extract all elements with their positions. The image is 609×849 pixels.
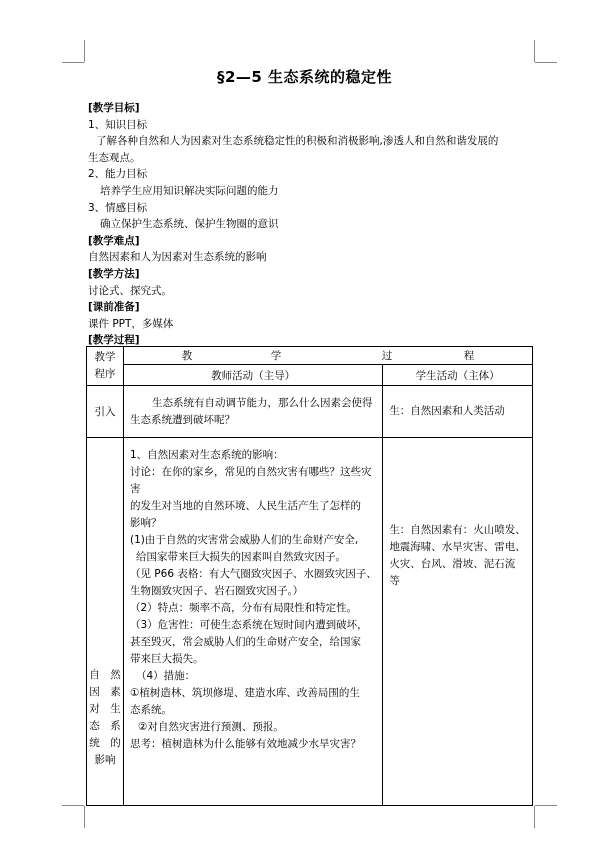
method-heading: [教学方法] (88, 267, 140, 280)
main-teacher-line: 思考：植树造林为什么能够有效地减少水旱灾害？ (129, 738, 361, 750)
main-teacher-line: 甚至毁灭，常会威胁人们的生命财产安全，给国家 (129, 636, 361, 648)
main-teacher-line: （4）措施： (135, 670, 196, 682)
knowledge-heading: 1、知识目标 (88, 118, 148, 131)
main-teacher-line: 带来巨大损失。 (129, 653, 204, 665)
process-word-1: 教 (181, 350, 193, 362)
process-word-2: 学 (270, 350, 282, 362)
process-word-4: 程 (463, 350, 475, 362)
main-teacher-line: 态系统。 (129, 704, 172, 716)
main-label-line: 对 生 (89, 703, 121, 715)
difficulty-heading: [教学难点] (88, 234, 140, 247)
process-word-3: 过 (381, 350, 393, 362)
crop-mark-bottom-right-v (534, 806, 535, 828)
main-label-line: 因 素 (89, 686, 121, 698)
main-teacher-line: 给国家带来巨大损失的因素叫自然致灾因子。 (135, 551, 346, 563)
crop-mark-top-right-v (534, 40, 535, 62)
main-teacher-line: 的发生对当地的自然环境、人民生活产生了怎样的 (129, 500, 361, 512)
lesson-plan-body (88, 100, 538, 349)
main-teacher-line: 1、自然因素对生态系统的影响： (129, 449, 284, 461)
main-teacher-line: （2）特点：频率不高，分布有局限性和特定性。 (129, 602, 358, 614)
main-student-cell (383, 438, 533, 806)
main-student-line: 地震海啸、水旱灾害、雷电、 (389, 541, 526, 553)
intro-label: 引入 (87, 386, 124, 438)
intro-teacher-cell (123, 386, 382, 438)
emotion-text: 确立保护生态系统、保护生物圈的意识 (100, 218, 279, 231)
main-teacher-line: （3）危害性：可使生态系统在短时间内遭到破坏， (129, 619, 368, 631)
main-label-cell (87, 438, 124, 806)
crop-mark-bottom-left-v (84, 806, 85, 828)
student-activity-header: 学生活动（主体） (383, 365, 533, 386)
main-teacher-line: 影响？ (129, 517, 162, 529)
main-student-line: 火灾、台风、滑坡、泥石流 (389, 558, 516, 570)
crop-mark-bottom-right-h (535, 805, 557, 806)
main-teacher-line: (1)由于自然的灾害常会威胁人们的生命财产安全, (129, 534, 359, 546)
knowledge-text-line-2: 生态观点。 (88, 151, 141, 164)
difficulty-text: 自然因素和人为因素对生态系统的影响 (88, 251, 267, 264)
main-label-line: 影响 (94, 754, 116, 766)
ability-heading: 2、能力目标 (88, 168, 148, 181)
main-teacher-line: ①植树造林、筑坝修堤、建造水库、改善局围的生 (129, 687, 360, 699)
page-title: §2—5 生态系统的稳定性 (216, 68, 393, 86)
main-teacher-line: 生物圈致灾因子、岩石圈致灾因子。） (129, 585, 304, 597)
crop-mark-top-left-h (62, 62, 84, 63)
crop-mark-top-right-h (535, 62, 557, 63)
sequence-header-cell (87, 347, 124, 386)
intro-teacher-line-2: 生态系统遭到破坏呢？ (129, 413, 235, 426)
crop-mark-bottom-left-h (62, 805, 84, 806)
process-heading: [教学过程] (88, 334, 140, 347)
main-label-line: 态 系 (89, 720, 121, 732)
knowledge-text-line-1: 了解各种自然和人为因素对生态系统稳定性的积极和消极影响,渗透人和自然和谐发展的 (96, 135, 499, 148)
main-student-line: 等 (389, 575, 400, 587)
teaching-process-table (86, 346, 533, 806)
main-teacher-line: ②对自然灾害进行预测、预报。 (137, 721, 284, 733)
sequence-header-line-2: 程序 (94, 368, 116, 380)
emotion-heading: 3、情感目标 (88, 201, 148, 214)
ability-text: 培养学生应用知识解决实际问题的能力 (100, 184, 279, 197)
crop-mark-top-left-v (84, 40, 85, 62)
main-teacher-line: （见 P66 表格：有大气圈致灾因子、水圈致灾因子、 (129, 568, 377, 580)
main-teacher-line: 讨论：在你的家乡，常见的自然灾害有哪些？这些灾害 (129, 466, 372, 495)
prep-heading: [课前准备] (88, 301, 140, 314)
main-label-line: 统 的 (89, 737, 121, 749)
teacher-activity-header: 教师活动（主导） (123, 365, 382, 386)
intro-teacher-line-1: 生态系统有自动调节能力，那么什么因素会使得 (151, 396, 373, 409)
prep-text: 课件 PPT，多媒体 (88, 317, 174, 330)
objectives-heading: [教学目标] (88, 102, 140, 114)
sequence-header-line-1: 教学 (94, 351, 116, 363)
main-label-line: 自 然 (89, 669, 121, 681)
main-student-line: 生：自然因素有：火山喷发、 (389, 524, 526, 536)
method-text: 讨论式、探究式。 (88, 284, 172, 297)
process-header-cell (123, 347, 532, 365)
intro-student-cell: 生：自然因素和人类活动 (383, 386, 533, 438)
main-teacher-cell (123, 438, 382, 806)
